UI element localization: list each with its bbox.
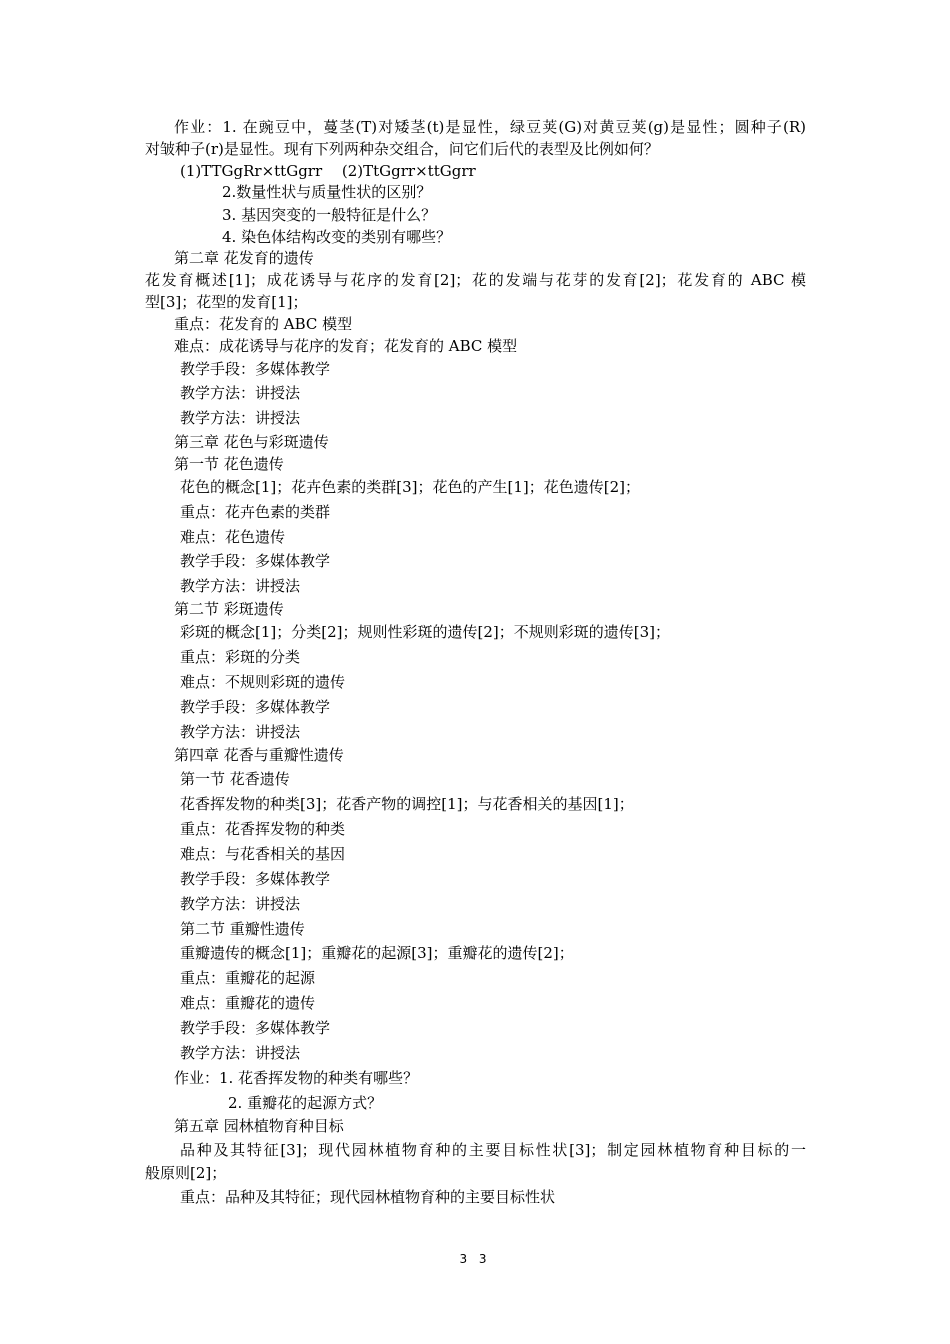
text-line: 重点：花发育的 ABC 模型	[174, 315, 353, 333]
text-line: 教学手段：多媒体教学	[180, 870, 331, 888]
chapter-heading: 第三章 花色与彩斑遗传	[174, 433, 329, 451]
page-number: 3 3	[459, 1252, 491, 1266]
text-line: 品种及其特征[3]；现代园林植物育种的主要目标性状[3]；制定园林植物育种目标的一	[180, 1141, 806, 1159]
text-line: 教学方法：讲授法	[180, 1044, 301, 1062]
text-line: 难点：重瓣花的遗传	[180, 994, 316, 1012]
text-line: 3. 基因突变的一般特征是什么？	[222, 206, 437, 224]
section-heading: 第二节 彩斑遗传	[174, 600, 284, 618]
section-heading: 第一节 花色遗传	[174, 455, 284, 473]
chapter-heading: 第四章 花香与重瓣性遗传	[174, 746, 344, 764]
text-line: 教学手段：多媒体教学	[180, 1019, 331, 1037]
text-line: 难点：不规则彩斑的遗传	[180, 673, 346, 691]
text-line: 2.数量性状与质量性状的区别？	[222, 183, 432, 201]
text-line: 作业：1. 花香挥发物的种类有哪些？	[174, 1069, 419, 1087]
text-line: 难点：成花诱导与花序的发育；花发育的 ABC 模型	[174, 337, 518, 355]
text-line: 难点：与花香相关的基因	[180, 845, 346, 863]
text-line: 难点：花色遗传	[180, 528, 286, 546]
text-line: 教学手段：多媒体教学	[180, 552, 331, 570]
text-line: 彩斑的概念[1]；分类[2]；规则性彩斑的遗传[2]；不规则彩斑的遗传[3]；	[180, 623, 670, 641]
text-line: 般原则[2]；	[145, 1164, 227, 1182]
text-line: 教学手段：多媒体教学	[180, 698, 331, 716]
text-line: 教学方法：讲授法	[180, 577, 301, 595]
text-line: 重瓣遗传的概念[1]；重瓣花的起源[3]；重瓣花的遗传[2]；	[180, 944, 574, 962]
text-line: 教学方法：讲授法	[180, 409, 301, 427]
text-line: 重点：彩斑的分类	[180, 648, 301, 666]
section-heading: 第一节 花香遗传	[180, 770, 290, 788]
text-line: 重点：品种及其特征；现代园林植物育种的主要目标性状	[180, 1188, 556, 1206]
text-line: 教学方法：讲授法	[180, 384, 301, 402]
text-line: 花香挥发物的种类[3]；花香产物的调控[1]；与花香相关的基因[1]；	[180, 795, 634, 813]
text-line: 作业：1. 在豌豆中，蔓茎(T)对矮茎(t)是显性，绿豆荚(G)对黄豆荚(g)是显性；圆种子(R)	[174, 118, 806, 136]
text-line: 2. 重瓣花的起源方式？	[228, 1094, 383, 1112]
text-line: 花色的概念[1]；花卉色素的类群[3]；花色的产生[1]；花色遗传[2]；	[180, 478, 640, 496]
text-line: 重点：花卉色素的类群	[180, 503, 331, 521]
chapter-heading: 第二章 花发育的遗传	[174, 249, 314, 267]
text-line: 重点：重瓣花的起源	[180, 969, 316, 987]
text-line: 型[3]；花型的发育[1]；	[145, 293, 308, 311]
text-line: 重点：花香挥发物的种类	[180, 820, 346, 838]
text-line: 对皱种子(r)是显性。现有下列两种杂交组合，问它们后代的表型及比例如何？	[145, 140, 659, 158]
text-line: 教学方法：讲授法	[180, 723, 301, 741]
text-line: 教学方法：讲授法	[180, 895, 301, 913]
text-line: 4. 染色体结构改变的类别有哪些？	[222, 228, 452, 246]
text-line: 花发育概述[1]；成花诱导与花序的发育[2]；花的发端与花芽的发育[2]；花发育的 ABC 模	[145, 271, 806, 289]
text-line: (1)TTGgRr×ttGgrr (2)TtGgrr×ttGgrr	[180, 162, 476, 180]
section-heading: 第二节 重瓣性遗传	[180, 920, 305, 938]
chapter-heading: 第五章 园林植物育种目标	[174, 1117, 344, 1135]
text-line: 教学手段：多媒体教学	[180, 360, 331, 378]
